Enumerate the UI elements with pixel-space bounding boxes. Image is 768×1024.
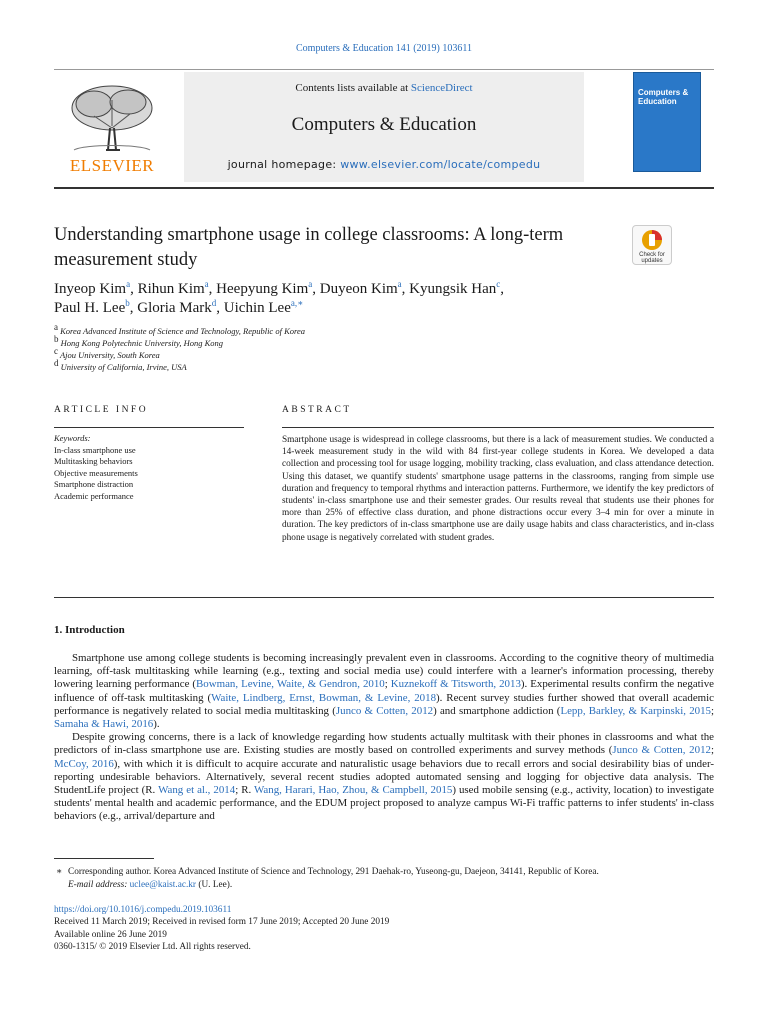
- footnote-rule: [54, 858, 154, 859]
- journal-cover-title: Computers & Education: [638, 88, 689, 106]
- footnote-mark: ∗: [56, 867, 63, 877]
- author-affiliation-mark[interactable]: a,∗: [290, 298, 304, 308]
- journal-title: Computers & Education: [291, 114, 477, 135]
- header-rule-top: [54, 69, 714, 70]
- citation-link[interactable]: Wang et al., 2014: [158, 784, 236, 797]
- introduction-heading: 1. Introduction: [54, 624, 125, 636]
- author-name[interactable]: Rihun Kim: [137, 281, 205, 297]
- affiliation-text: Hong Kong Polytechnic University, Hong Kong: [58, 338, 224, 348]
- citation-link[interactable]: McCoy, 2016: [54, 757, 114, 770]
- author-affiliation-mark[interactable]: c: [496, 279, 501, 289]
- journal-reference-link[interactable]: Computers & Education 141 (2019) 103611: [296, 43, 472, 54]
- affiliation-list: [54, 322, 554, 373]
- publication-info: [54, 904, 714, 954]
- author-list: Inyeop Kim$^a$, Rihun Kim$^a$, Heepyung Kim$^a$, Duyeon Kim$^a$, Kyungsik Han$^c$, Paul H. Lee$^b$, Gloria Mark$^d$, Uichin Lee$^{a,∗}$: [54, 279, 504, 316]
- citation-link[interactable]: Kuznekoff & Titsworth, 2013: [390, 678, 521, 691]
- keyword-item: Smartphone distraction: [54, 479, 134, 489]
- affiliation-item: [54, 334, 554, 349]
- header-rule-bottom: [54, 187, 714, 189]
- affiliation-text: Korea Advanced Institute of Science and Technology, Republic of Korea: [58, 326, 306, 336]
- keyword-item: In-class smartphone use: [54, 444, 136, 455]
- author-name[interactable]: Paul H. Lee: [54, 300, 126, 316]
- citation-link[interactable]: Junco & Cotten, 2012: [612, 744, 711, 757]
- author-name[interactable]: Heepyung Kim: [216, 281, 309, 297]
- citation-link[interactable]: Waite, Lindberg, Ernst, Bowman, & Levine, 2018: [211, 691, 437, 704]
- author-name[interactable]: Uichin Lee: [223, 300, 291, 316]
- paragraph-text: ). Recent survey studies further showed that overall academic performance is negatively related to social media multitasking (: [54, 691, 714, 717]
- affiliation-mark: d: [54, 358, 59, 369]
- affiliation-item: [54, 358, 554, 373]
- author-affiliation-mark[interactable]: a: [126, 279, 131, 289]
- citation-link[interactable]: Samaha & Hawi, 2016: [54, 718, 154, 731]
- author-affiliation-mark[interactable]: d: [211, 298, 217, 308]
- paragraph-text: Smartphone use among college students is becoming increasingly prevalent even in classrooms. According to the cognitive theory of multimedia learning, off-task multitasking while learning (e.g., texting and social media use) could interfere with a learner's information processing, thereby lowering learning performance (: [54, 652, 714, 691]
- citation-link[interactable]: Bowman, Levine, Waite, & Gendron, 2010: [196, 678, 385, 691]
- author-name[interactable]: Duyeon Kim: [319, 281, 398, 297]
- citation-link[interactable]: Lepp, Barkley, & Karpinski, 2015: [560, 704, 711, 717]
- paragraph-text: ;: [710, 704, 715, 717]
- affiliation-mark: a: [54, 322, 58, 333]
- keywords-block: [54, 433, 244, 502]
- journal-cover-image[interactable]: [633, 72, 701, 172]
- crossmark-icon: [633, 227, 671, 253]
- author-affiliation-mark[interactable]: b: [125, 298, 130, 308]
- corresponding-author-footnote: [54, 866, 714, 891]
- keyword-item: Academic performance: [54, 490, 134, 501]
- affiliation-mark: b: [54, 334, 59, 345]
- keyword-item: Objective measurements: [54, 467, 138, 478]
- affiliation-text: Ajou University, South Korea: [58, 350, 160, 360]
- available-online: Available online 26 June 2019: [54, 929, 167, 940]
- author-affiliation-mark[interactable]: a: [308, 279, 313, 289]
- paragraph-text: ;: [384, 678, 391, 691]
- paragraph-text: ) used mobile sensing (e.g., activity, location) to investigate students' mental health and academic performance, and the EDUM project proposed to analyze campus Wi-Fi traffic patterns to infer students' in-class behaviors (e.g., arrival/departure and: [54, 784, 714, 823]
- homepage-link[interactable]: www.elsevier.com/locate/compedu: [340, 158, 541, 171]
- introduction-paragraph-2: [54, 731, 714, 823]
- section-rule: [54, 597, 714, 598]
- paragraph-text: Despite growing concerns, there is a lack of knowledge regarding how students actually multitask with their phones in classrooms and what the predictors of in-class smartphone use are. Existing studies are mostly based on controlled experiments and survey methods (: [54, 731, 714, 757]
- email-link[interactable]: uclee@kaist.ac.kr: [129, 879, 197, 890]
- article-info-heading: ARTICLE INFO: [54, 405, 149, 415]
- author-name[interactable]: Gloria Mark: [137, 300, 212, 316]
- abstract-heading: ABSTRACT: [282, 405, 352, 415]
- email-label: E-mail address:: [68, 879, 130, 890]
- check-for-updates-label: Check for updates: [639, 252, 665, 264]
- doi-link[interactable]: https://doi.org/10.1016/j.compedu.2019.103611: [54, 905, 232, 915]
- paragraph-text: ).: [153, 718, 160, 731]
- paragraph-text: ). Experimental results confirm the negative influence of off-task multitasking (: [54, 678, 714, 704]
- introduction-body: [54, 652, 714, 824]
- footnote-text: Corresponding author. Korea Advanced Institute of Science and Technology, 291 Daehak-ro, Yuseong-gu, Daejeon, 34141, Republic of Korea.: [68, 867, 599, 877]
- contents-line: [184, 82, 584, 94]
- email-suffix: (U. Lee).: [196, 879, 233, 890]
- elsevier-wordmark: ELSEVIER: [69, 156, 155, 175]
- sciencedirect-link[interactable]: ScienceDirect: [410, 82, 473, 94]
- homepage-line: [184, 158, 584, 171]
- keywords-label: Keywords:: [54, 433, 91, 443]
- contents-prefix: Contents lists available at: [295, 82, 411, 94]
- paragraph-text: ), with which it is difficult to acquire accurate and naturalistic usage behaviors due to recall errors and social desirability bias of under-reporting undesirable behaviors. Alternatively, several recent studies adopted automated sensing and logging for objective data analysis. The StudentLife project (R.: [54, 757, 714, 797]
- author-affiliation-mark[interactable]: a: [397, 279, 402, 289]
- author-name[interactable]: Inyeop Kim: [54, 281, 127, 297]
- article-info-rule: [54, 427, 244, 428]
- citation-link[interactable]: Wang, Harari, Hao, Zhou, & Campbell, 2015: [254, 784, 453, 797]
- affiliation-item: [54, 346, 554, 361]
- affiliation-text: University of California, Irvine, USA: [58, 362, 187, 372]
- paragraph-text: ; R.: [235, 784, 255, 797]
- abstract-text: Smartphone usage is widespread in college classrooms, but there is a lack of measurement studies. We conducted a 14-week measurement study in the wild with 84 first-year college students in Korea. We developed a data collection and processing tool for usage logging, mobility tracking, class evaluation, and class attendance detection. Using this dataset, we quantify students' smartphone usage patterns in the classrooms, ranging from simple use duration and frequency to temporal rhythms and interaction patterns. Furthermore, we identify the key predictors of students' in-class smartphone use and their semester grades. Our results reveal that students use their phones for more than 25% of effective class duration, and phone distractions occur every 3–4 min for over a minute in duration. The key predictors of in-class smartphone use are daily usage habits and class characteristics, and in-class phone usage is negatively correlated with student grades.: [282, 435, 714, 543]
- keyword-item: Multitasking behaviors: [54, 456, 133, 466]
- article-title: Understanding smartphone usage in college classrooms: A long-term measurement study: [54, 225, 564, 270]
- author-affiliation-mark[interactable]: a: [204, 279, 209, 289]
- paragraph-text: ) and smartphone addiction (: [433, 704, 561, 717]
- author-name[interactable]: Kyungsik Han: [409, 281, 497, 297]
- copyright-line: 0360-1315/ © 2019 Elsevier Ltd. All rights reserved.: [54, 942, 251, 953]
- abstract-rule: [282, 427, 714, 428]
- email-line: [68, 879, 714, 892]
- affiliation-item: [54, 322, 554, 337]
- citation-link[interactable]: Junco & Cotten, 2012: [335, 704, 434, 717]
- affiliation-mark: c: [54, 346, 58, 357]
- received-dates: Received 11 March 2019; Received in revised form 17 June 2019; Accepted 20 June 2019: [54, 917, 390, 928]
- keyword-list: [54, 445, 244, 503]
- homepage-prefix: journal homepage:: [227, 158, 341, 171]
- introduction-paragraph-1: [54, 652, 714, 731]
- paragraph-text: ;: [710, 744, 714, 757]
